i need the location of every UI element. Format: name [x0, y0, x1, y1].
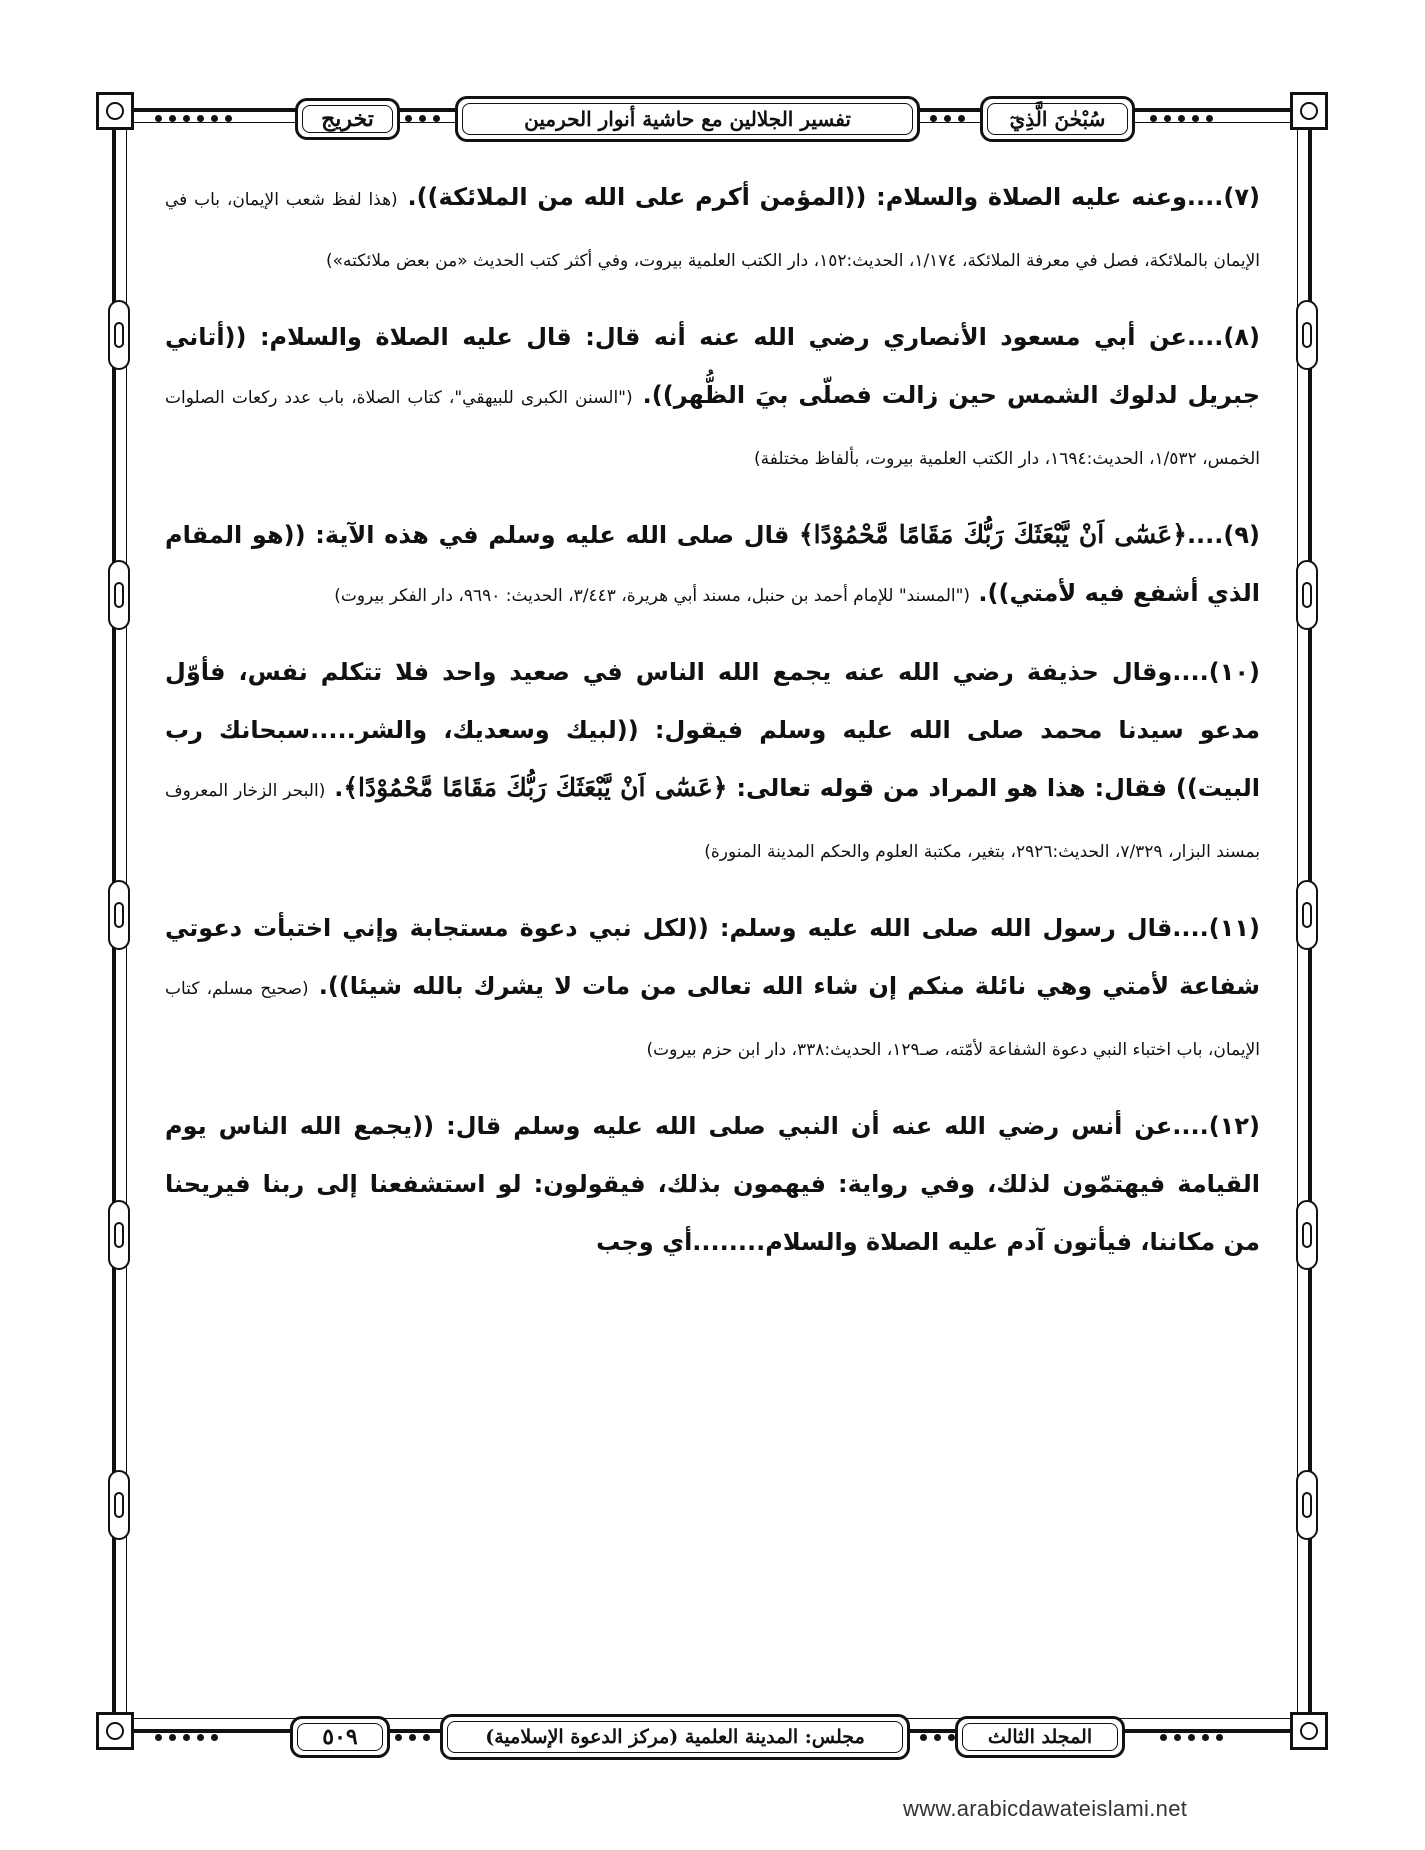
- quran-verse: ﴿عَسٰٓى اَنْ يَّبْعَثَكَ رَبُّكَ مَقَامًا مَّحْمُوْدًا﴾: [799, 520, 1187, 549]
- footnote-text: ....وقال حذيفة رضي الله عنه يجمع الله الناس في صعيد واحد فلا تتكلم نفس، فأوّل مدعو سيدنا محمد صلى الله عليه وسلم فيقول: ((لبيك وسعديك، والشر.....سبحانك رب البيت)) فقال: هذا هو المراد من قوله تعالى:: [165, 658, 1261, 802]
- footnote-12: [165, 1097, 1260, 1271]
- side-ornament-right-5: [1296, 1470, 1318, 1540]
- footnote-number: (١٢): [1208, 1112, 1260, 1140]
- footnote-number: (١١): [1208, 914, 1260, 942]
- footnote-reference: (هذا لفظ شعب الإيمان، باب في الإيمان بالملائكة، فصل في معرفة الملائكة، ١/١٧٤، الحديث:١٥٢، دار الكتب العلمية بيروت، وفي أكثر كتب الحديث «من بعض ملائكته»): [165, 190, 1260, 271]
- header-dots-mid-left: [405, 114, 440, 122]
- footer-dots-mid-right: [920, 1733, 955, 1741]
- footnote-reference: (صحيح مسلم، كتاب الإيمان، باب اختباء النبي دعوة الشفاعة لأمّته، صـ١٢٩، الحديث:٣٣٨، دار ابن حزم بيروت): [165, 979, 1260, 1060]
- quran-verse: ﴿عَسٰٓى اَنْ يَّبْعَثَكَ رَبُّكَ مَقَامًا مَّحْمُوْدًا﴾: [343, 773, 728, 802]
- footnote-text: ....قال رسول الله صلى الله عليه وسلم: ((لكل نبي دعوة مستجابة وإني اختبأت دعوتي شفاعة لأمتي وهي نائلة منكم إن شاء الله تعالى من مات لا يشرك بالله شيئا)).: [165, 914, 1261, 1000]
- footer-page-number: ٥٠٩: [290, 1716, 390, 1758]
- footnote-text: ....عن أنس رضي الله عنه أن النبي صلى الله عليه وسلم قال: ((يجمع الله الناس يوم القيامة فيهتمّون لذلك، وفي رواية: فيهمون بذلك، فيقولون: لو استشفعنا إلى ربنا فيريحنا من مكاننا، فيأتون آدم عليه الصلاة والسلام........أي وجب: [165, 1112, 1260, 1256]
- side-ornament-right-3: [1296, 880, 1318, 950]
- header-dots-right: [1150, 114, 1213, 122]
- header-dots-mid-right: [930, 114, 965, 122]
- footnote-prefix: ....: [1186, 521, 1224, 549]
- side-ornament-left-1: [108, 300, 130, 370]
- footnote-7: [165, 168, 1260, 290]
- side-ornament-left-3: [108, 880, 130, 950]
- footer-volume: المجلد الثالث: [955, 1716, 1125, 1758]
- footnote-text: ....عن أبي مسعود الأنصاري رضي الله عنه أنه قال: قال عليه الصلاة والسلام: ((أتاني جبريل لدلوك الشمس حين زالت فصلّى بيَ الظُّهر)).: [165, 323, 1260, 409]
- footnote-9: [165, 506, 1260, 625]
- side-ornament-left-5: [108, 1470, 130, 1540]
- page-content: [165, 168, 1260, 1289]
- footnote-reference: (البحر الزخار المعروف بمسند البزار، ٧/٣٢٩، الحديث:٢٩٢٦، بتغير، مكتبة العلوم والحكم المدينة المنورة): [165, 781, 1260, 862]
- footnote-number: (٩): [1223, 521, 1260, 549]
- footnote-10: [165, 643, 1260, 881]
- footnote-reference: ("المسند" للإمام أحمد بن حنبل، مسند أبي هريرة، ٣/٤٤٣، الحديث: ٩٦٩٠، دار الفكر بيروت): [334, 586, 971, 606]
- side-ornament-left-2: [108, 560, 130, 630]
- footer-publisher: مجلس: المدينة العلمية (مركز الدعوة الإسلامية): [440, 1714, 910, 1760]
- footnote-number: (٧): [1223, 183, 1260, 211]
- header-center-title: تفسير الجلالين مع حاشية أنوار الحرمين: [455, 96, 920, 142]
- footnote-text: قال صلى الله عليه وسلم في هذه الآية: ((هو المقام الذي أشفع فيه لأمتي)).: [165, 521, 1260, 607]
- footer-dots-right: [1160, 1733, 1223, 1741]
- footnote-suffix: .: [334, 774, 344, 802]
- footnote-8: [165, 308, 1260, 488]
- side-ornament-right-1: [1296, 300, 1318, 370]
- header-left-label: تخريج: [295, 98, 400, 140]
- website-watermark: www.arabicdawateislami.net: [903, 1796, 1188, 1821]
- footer-dots-left: [155, 1733, 218, 1741]
- corner-ornament-bottom-left: [96, 1712, 134, 1750]
- header-right-label: سُبْحٰنَ الَّذِيٓ: [980, 96, 1135, 142]
- footnote-number: (٨): [1223, 323, 1260, 351]
- side-ornament-right-2: [1296, 560, 1318, 630]
- footnote-number: (١٠): [1208, 658, 1260, 686]
- corner-ornament-bottom-right: [1290, 1712, 1328, 1750]
- side-ornament-right-4: [1296, 1200, 1318, 1270]
- footnote-reference: ("السنن الكبرى للبيهقي"، كتاب الصلاة، باب عدد ركعات الصلوات الخمس، ١/٥٣٢، الحديث:١٦٩٤، دار الكتب العلمية بيروت، بألفاظ مختلفة): [165, 388, 1260, 469]
- footer-dots-mid-left: [395, 1733, 430, 1741]
- footnote-11: [165, 899, 1260, 1079]
- footnote-text: ....وعنه عليه الصلاة والسلام: ((المؤمن أكرم على الله من الملائكة)).: [407, 183, 1224, 211]
- header-dots-left: [155, 114, 232, 122]
- corner-ornament-top-right: [1290, 92, 1328, 130]
- corner-ornament-top-left: [96, 92, 134, 130]
- side-ornament-left-4: [108, 1200, 130, 1270]
